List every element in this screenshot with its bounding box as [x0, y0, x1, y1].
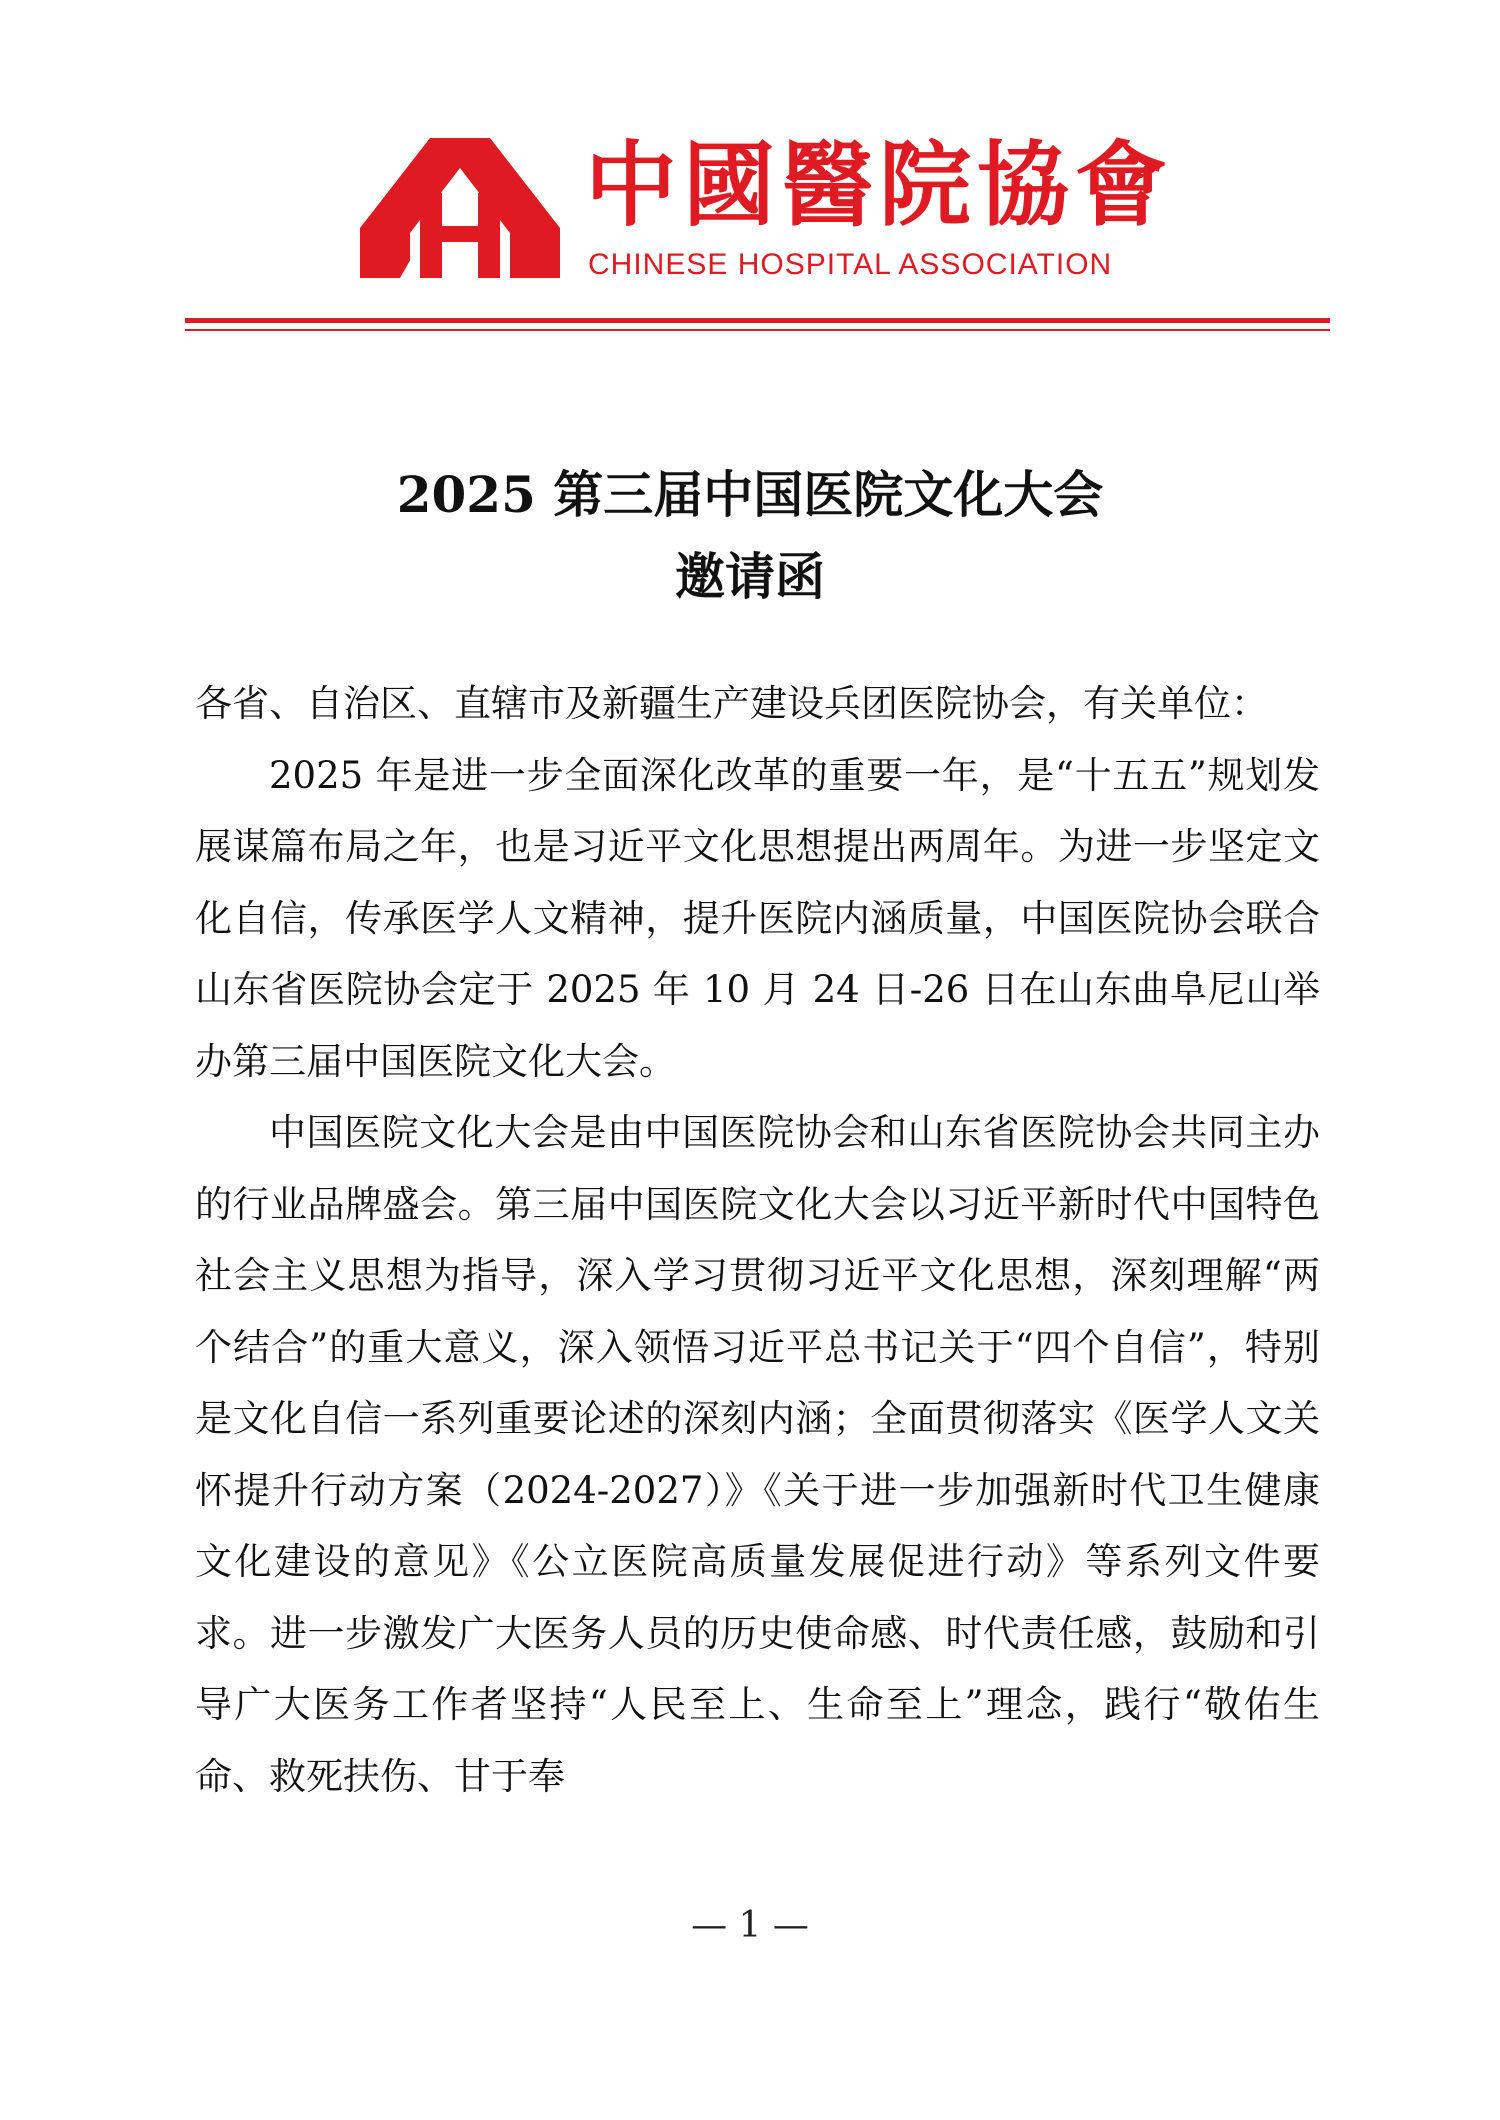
- salutation: 各省、自治区、直辖市及新疆生产建设兵团医院协会，有关单位：: [195, 682, 1268, 725]
- document-subtitle: 邀请函: [675, 547, 825, 606]
- paragraph: 2025 年是进一步全面深化改革的重要一年，是“十五五”规划发展谋篇布局之年，也是习近平文化思想提出两周年。为进一步坚定文化自信，传承医学人文精神，提升医院内涵质量，中国医院协会联合山东省医院协会定于 2025 年 10 月 24 日-26 日在山东曲阜尼山举办第三届中国医院文化大会。: [195, 753, 1320, 1083]
- association-name-cn: 中國醫院協會: [585, 131, 1174, 239]
- page-number: — 1 —: [691, 1905, 809, 1946]
- association-name-en: CHINESE HOSPITAL ASSOCIATION: [588, 248, 1113, 281]
- header-rule-thick: [185, 318, 1330, 323]
- document-title: 2025 第三届中国医院文化大会: [396, 465, 1104, 524]
- cha-emblem-icon: [360, 138, 560, 278]
- header-rule-thin: [185, 329, 1330, 331]
- letterhead: [360, 130, 1174, 290]
- letter-body: [195, 668, 1320, 1812]
- paragraph: 中国医院文化大会是由中国医院协会和山东省医院协会共同主办的行业品牌盛会。第三届中国医院文化大会以习近平新时代中国特色社会主义思想为指导，深入学习贯彻习近平文化思想，深刻理解“两个结合”的重大意义，深入领悟习近平总书记关于“四个自信”，特别是文化自信一系列重要论述的深刻内涵；全面贯彻落实《医学人文关怀提升行动方案（2024-2027）》《关于进一步加强新时代卫生健康文化建设的意见》《公立医院高质量发展促进行动》等系列文件要求。进一步激发广大医务人员的历史使命感、时代责任感，鼓励和引导广大医务工作者坚持“人民至上、生命至上”理念，践行“敬佑生命、救死扶伤、甘于奉: [195, 1111, 1320, 1798]
